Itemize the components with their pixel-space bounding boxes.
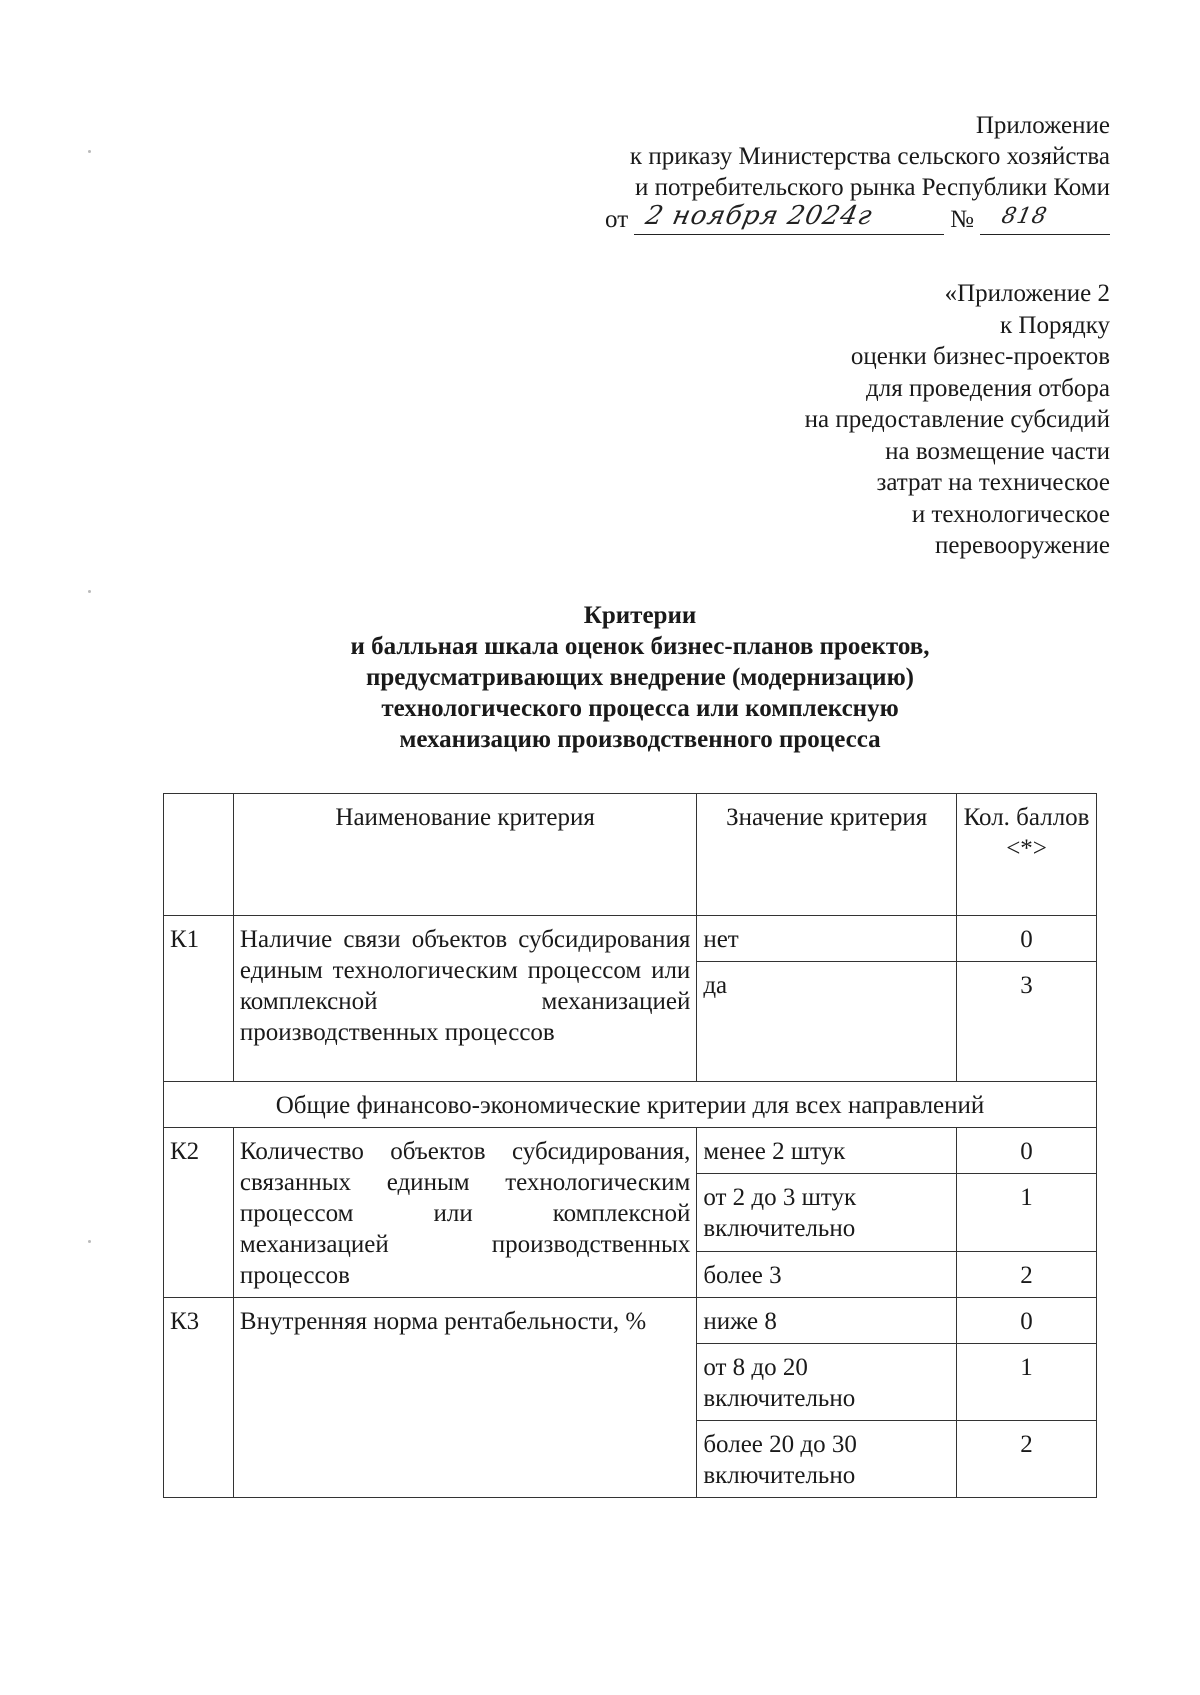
criterion-name-cell: Внутренняя норма рентабельности, % [233,1298,696,1498]
scan-speck [88,1240,91,1243]
criterion-id-cell: К2 [164,1128,234,1298]
table-row [164,1298,1097,1344]
criterion-points-cell: 1 [957,1174,1097,1251]
order-reference-block [605,110,1110,235]
title-line: и балльная шкала оценок бизнес-планов проектов, [350,633,930,660]
criterion-points-cell: 0 [957,1128,1097,1174]
criterion-value-cell: нет [697,916,957,962]
criterion-points-cell: 3 [957,962,1097,1082]
criterion-points-cell: 1 [957,1344,1097,1421]
annex2-line: к Порядку [1000,311,1110,339]
annex2-line: оценки бизнес-проектов [850,343,1110,370]
annex2-line: для проведения отбора [866,374,1110,402]
header-value-cell: Значение критерия [697,794,957,916]
annex2-line: «Приложение 2 [944,280,1110,307]
criterion-value-cell: да [697,962,957,1082]
table-row [164,1128,1097,1174]
document-title [160,600,1120,755]
date-prefix: от [605,206,629,233]
annex2-line: на возмещение части [885,437,1110,465]
header-name-cell: Наименование критерия [233,794,696,916]
title-line: технологического процесса или комплексную [381,695,899,722]
annex-2-reference-block [805,278,1110,562]
criterion-name-cell: Количество объектов субсидирования, связанных единым технологическим процессом или комплексной механизацией производственных процессов [233,1128,696,1298]
scan-speck [88,150,91,153]
criterion-points-cell: 2 [957,1251,1097,1297]
number-prefix: № [950,206,974,233]
annex2-line: затрат на техническое [876,469,1110,496]
criterion-points-cell: 2 [957,1421,1097,1498]
annex2-line: и технологическое [911,500,1110,528]
order-date-field [634,203,944,235]
table-section-row [164,1082,1097,1128]
order-date-handwritten: 2 ноября 2024г [643,201,876,231]
annex2-line: на предоставление субсидий [804,406,1110,433]
header-points-cell: Кол. баллов <*> [957,794,1097,916]
annex2-line: перевооружение [935,532,1110,559]
header-number-cell [164,794,234,916]
criterion-value-cell: более 20 до 30 включительно [697,1421,957,1498]
order-number-field [980,203,1110,235]
header-line-ministry: и потребительского рынка Республики Коми [635,174,1110,201]
criterion-value-cell: менее 2 штук [697,1128,957,1174]
criterion-value-cell: ниже 8 [697,1298,957,1344]
scan-speck [88,590,91,593]
criterion-points-cell: 0 [957,916,1097,962]
title-line: механизацию производственного процесса [399,726,881,753]
header-line-annex: Приложение [975,112,1110,139]
section-title-cell: Общие финансово-экономические критерии для всех направлений [164,1082,1097,1128]
criterion-name-cell: Наличие связи объектов субсидирования единым технологическим процессом или комплексной механизацией производственных процессов [233,916,696,1082]
criterion-value-cell: от 8 до 20 включительно [697,1344,957,1421]
criterion-points-cell: 0 [957,1298,1097,1344]
criterion-id-cell: К3 [164,1298,234,1498]
criterion-id-cell: К1 [164,916,234,1082]
header-line-order: к приказу Министерства сельского хозяйства [629,143,1110,170]
order-date-number-line [605,203,1110,235]
order-number-handwritten: 818 [999,204,1050,229]
title-line: предусматривающих внедрение (модернизацию) [365,664,915,691]
table-row [164,916,1097,962]
criteria-table [163,793,1097,1498]
criterion-value-cell: от 2 до 3 штук включительно [697,1174,957,1251]
criterion-value-cell: более 3 [697,1251,957,1297]
table-header-row [164,794,1097,916]
title-line: Критерии [583,602,697,629]
